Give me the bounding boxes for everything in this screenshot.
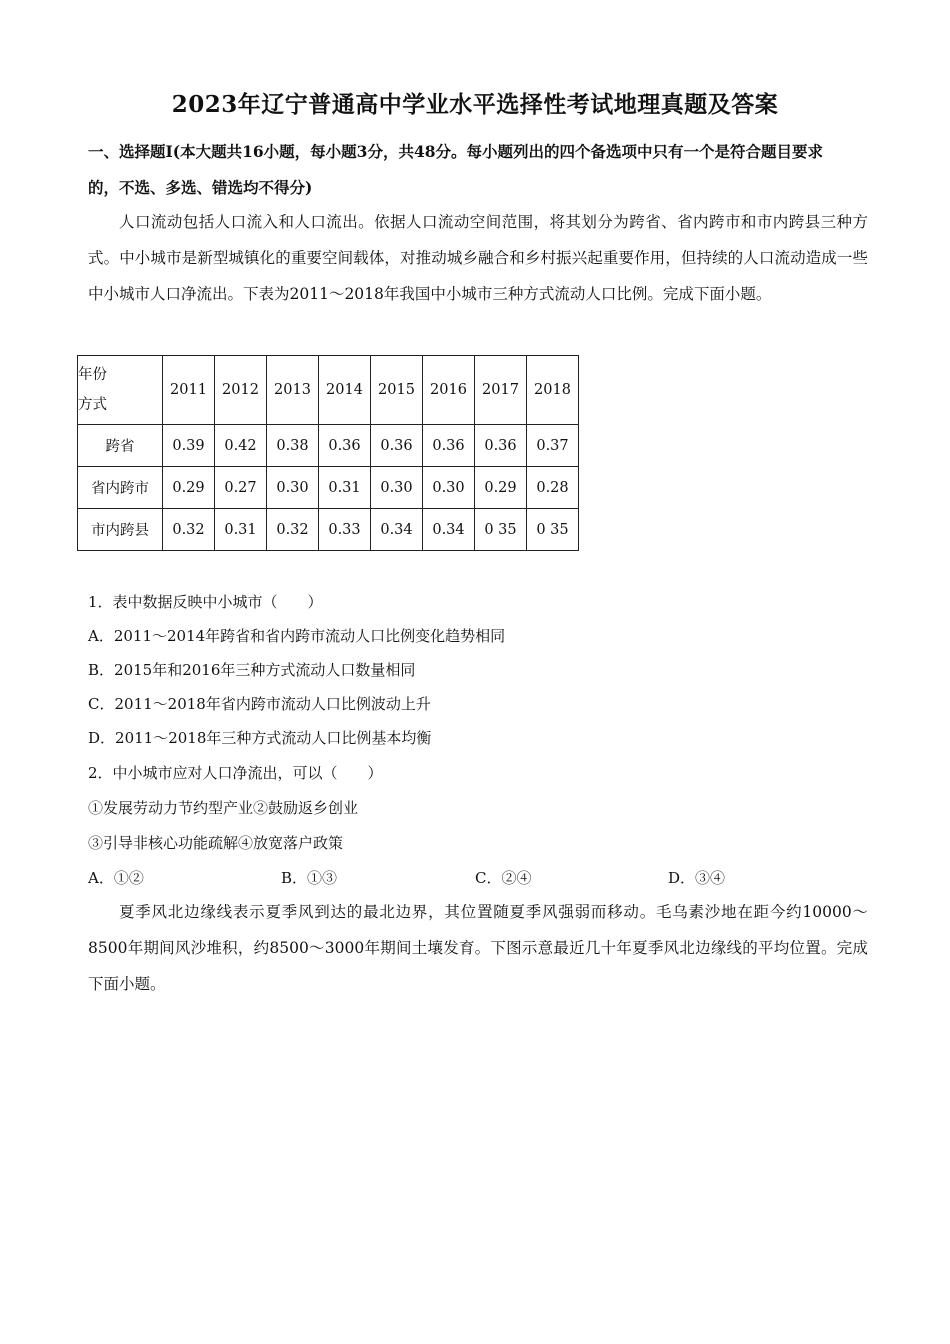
year-header: 2011 [163, 356, 215, 425]
section-heading [88, 134, 878, 206]
row-label: 跨省 [78, 425, 163, 467]
table-row [78, 509, 579, 551]
table-cell: 0.33 [319, 509, 371, 551]
question-1-option-b[interactable]: B．2015年和2016年三种方式流动人口数量相同 [88, 661, 416, 679]
header-year-label: 年份 [78, 367, 107, 383]
table-cell: 0.36 [319, 425, 371, 467]
table-cell: 0.30 [423, 467, 475, 509]
table-cell: 0.36 [423, 425, 475, 467]
header-method-label: 方式 [78, 397, 107, 413]
question-2-stem: 2．中小城市应对人口净流出，可以（ ） [88, 764, 383, 782]
table-cell: 0.28 [527, 467, 579, 509]
table-cell: 0.32 [267, 509, 319, 551]
question-1-stem: 1．表中数据反映中小城市（ ） [88, 593, 323, 611]
table-cell: 0.34 [371, 509, 423, 551]
table-corner-header [78, 356, 163, 425]
table-header-row [78, 356, 579, 425]
table-cell: 0.37 [527, 425, 579, 467]
passage-summer-monsoon: 夏季风北边缘线表示夏季风到达的最北边界，其位置随夏季风强弱而移动。毛乌素沙地在距今约10000～8500年期间风沙堆积，约8500～3000年期间土壤发育。下图示意最近几十年夏季风北边缘线的平均位置。完成下面小题。 [88, 903, 868, 993]
question-1-option-d[interactable]: D．2011～2018年三种方式流动人口比例基本均衡 [88, 729, 432, 747]
table-cell: 0.31 [319, 467, 371, 509]
table-cell: 0.42 [215, 425, 267, 467]
table-cell: 0.29 [475, 467, 527, 509]
question-2-option-b[interactable]: B．①③ [281, 869, 338, 887]
question-2-statement-2: ③引导非核心功能疏解④放宽落户政策 [88, 834, 344, 852]
year-header: 2013 [267, 356, 319, 425]
row-label: 省内跨市 [78, 467, 163, 509]
year-header: 2014 [319, 356, 371, 425]
question-1-option-a[interactable]: A．2011～2014年跨省和省内跨市流动人口比例变化趋势相同 [88, 627, 506, 645]
year-header: 2012 [215, 356, 267, 425]
table-cell: 0.29 [163, 467, 215, 509]
page-title: 2023年辽宁普通高中学业水平选择性考试地理真题及答案 [171, 91, 779, 118]
table-cell: 0.32 [163, 509, 215, 551]
table-cell: 0.30 [267, 467, 319, 509]
year-header: 2016 [423, 356, 475, 425]
table-cell: 0.36 [371, 425, 423, 467]
year-header: 2015 [371, 356, 423, 425]
year-header: 2017 [475, 356, 527, 425]
table-row [78, 425, 579, 467]
question-2-option-c[interactable]: C．②④ [475, 869, 532, 887]
question-2-statement-1: ①发展劳动力节约型产业②鼓励返乡创业 [88, 799, 359, 817]
question-1-option-c[interactable]: C．2011～2018年省内跨市流动人口比例波动上升 [88, 695, 431, 713]
section-heading-line2: 的，不选、多选、错选均不得分) [88, 178, 313, 197]
table-cell: 0.38 [267, 425, 319, 467]
table-cell: 0.36 [475, 425, 527, 467]
table-cell: 0.34 [423, 509, 475, 551]
table-row [78, 467, 579, 509]
section-heading-line1: 一、选择题Ⅰ(本大题共16小题，每小题3分，共48分。每小题列出的四个备选项中只有一个是符合题目要求 [88, 142, 824, 161]
table-cell: 0.27 [215, 467, 267, 509]
question-2-option-d[interactable]: D．③④ [668, 869, 726, 887]
table-cell: 0 35 [475, 509, 527, 551]
row-label: 市内跨县 [78, 509, 163, 551]
table-cell: 0.30 [371, 467, 423, 509]
table-cell: 0.31 [215, 509, 267, 551]
year-header: 2018 [527, 356, 579, 425]
population-flow-table [77, 355, 579, 551]
table-cell: 0.39 [163, 425, 215, 467]
passage-population-flow: 人口流动包括人口流入和人口流出。依据人口流动空间范围，将其划分为跨省、省内跨市和市内跨县三种方式。中小城市是新型城镇化的重要空间载体，对推动城乡融合和乡村振兴起重要作用，但持续的人口流动造成一些中小城市人口净流出。下表为2011～2018年我国中小城市三种方式流动人口比例。完成下面小题。 [88, 213, 868, 303]
table-cell: 0 35 [527, 509, 579, 551]
question-2-option-a[interactable]: A．①② [88, 869, 144, 887]
